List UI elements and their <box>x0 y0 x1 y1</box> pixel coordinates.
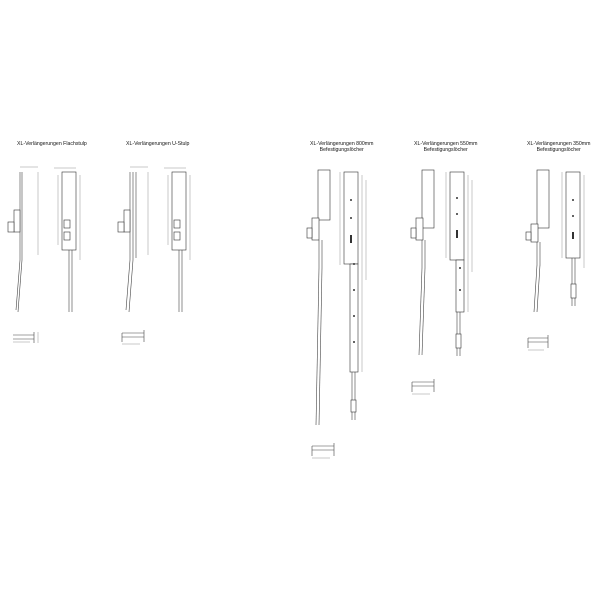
550-front-view <box>446 172 472 356</box>
drawing-title-550-text: XL-Verlängerungen 550mm <box>414 141 478 147</box>
350-detail-view <box>528 335 548 350</box>
drawing-flachstulp <box>8 167 80 343</box>
drawing-subtitle-550: Befestigungslöcher <box>423 147 468 154</box>
u-stulp-detail-view <box>122 330 144 344</box>
drawing-subtitle-800: Befestigungslöcher <box>319 147 364 154</box>
u-stulp-side-view <box>118 167 148 312</box>
800-front-view <box>340 172 366 420</box>
350-side-view <box>526 170 549 312</box>
drawing-350mm <box>526 170 584 350</box>
drawing-550mm <box>411 170 472 394</box>
drawing-title-flachstulp-text: XL-Verlängerungen Flachstulp <box>17 141 87 147</box>
flachstulp-side-view <box>8 167 38 312</box>
550-side-view <box>411 170 434 355</box>
drawing-title-800-text: XL-Verlängerungen 800mm <box>310 141 374 147</box>
drawing-u-stulp <box>118 167 190 344</box>
550-detail-view <box>412 379 434 394</box>
flachstulp-front-view <box>54 168 80 312</box>
drawing-title-u-stulp-text: XL-Verlängerungen U-Stulp <box>126 141 190 147</box>
flachstulp-detail-view <box>13 332 38 343</box>
800-side-view <box>307 170 330 425</box>
drawing-800mm <box>307 170 366 458</box>
drawing-title-350-text: XL-Verlängerungen 350mm <box>527 141 591 147</box>
800-detail-view <box>312 443 334 458</box>
350-front-view <box>562 172 584 306</box>
drawing-subtitle-350: Befestigungslöcher <box>536 147 581 154</box>
u-stulp-front-view <box>164 168 190 312</box>
